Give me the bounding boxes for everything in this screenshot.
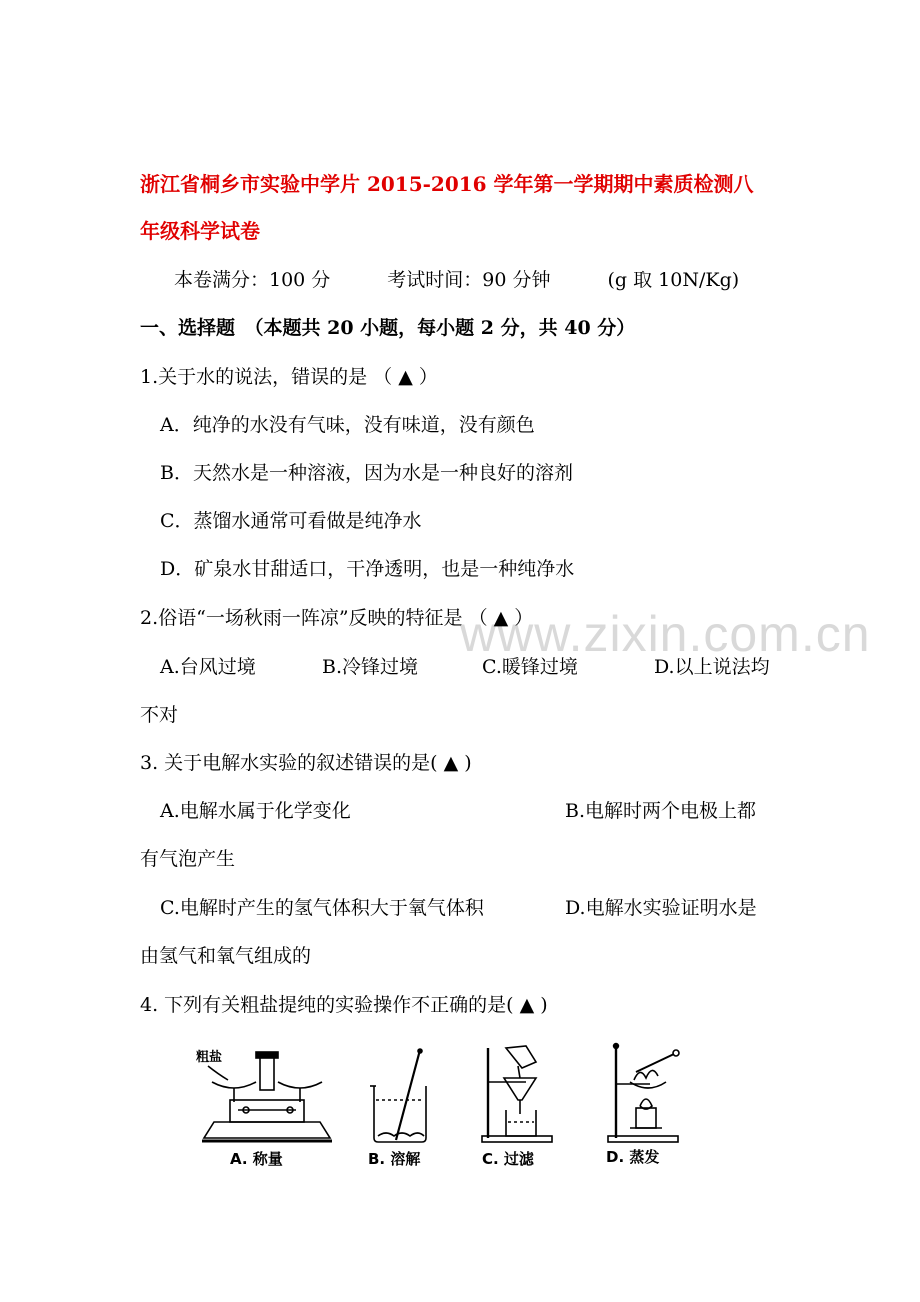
q4-figure	[190, 1042, 710, 1172]
q1-option-c: C．蒸馏水通常可看做是纯净水	[160, 510, 422, 532]
q3-option-b: B.电解时两个电极上都	[565, 800, 757, 822]
exam-title-line2: 年级科学试卷	[140, 219, 260, 243]
q2-option-b: B.冷锋过境	[322, 656, 419, 678]
exam-title-line1: 浙江省桐乡市实验中学片 2015-2016 学年第一学期期中素质检测八	[140, 172, 754, 196]
figure-label-d: D. 蒸发	[606, 1148, 660, 1166]
balance-scale-drawing	[202, 1052, 332, 1141]
q3-option-d: D.电解水实验证明水是	[565, 897, 757, 919]
q1-option-a: A．纯净的水没有气味，没有味道，没有颜色	[160, 414, 535, 436]
q1-option-b: B．天然水是一种溶液，因为水是一种良好的溶剂	[160, 462, 573, 484]
evaporation-drawing	[608, 1044, 679, 1142]
q3-option-d-continued: 由氢气和氧气组成的	[140, 945, 312, 967]
q1-option-d: D．矿泉水甘甜适口，干净透明，也是一种纯净水	[160, 558, 575, 580]
q3-stem: 3. 关于电解水实验的叙述错误的是( ▲ )	[140, 752, 472, 774]
figure-label-a: A. 称量	[230, 1150, 283, 1168]
q1-stem: 1.关于水的说法，错误的是 （ ▲ ）	[140, 366, 438, 388]
figure-label-b: B. 溶解	[368, 1150, 421, 1168]
figure-label-c: C. 过滤	[482, 1150, 534, 1168]
filtration-drawing	[482, 1046, 552, 1142]
beaker-dissolving-drawing	[370, 1049, 426, 1142]
q2-option-d: D.以上说法均	[654, 656, 770, 678]
q3-option-a: A.电解水属于化学变化	[160, 800, 351, 822]
q4-stem: 4. 下列有关粗盐提纯的实验操作不正确的是( ▲ )	[140, 994, 548, 1016]
watermark: www.zixin.com.cn	[460, 606, 871, 662]
coarse-salt-annotation: 粗盐	[196, 1050, 223, 1065]
q2-option-c: C.暖锋过境	[482, 656, 578, 678]
q2-option-d-continued: 不对	[140, 704, 179, 726]
q2-stem: 2.俗语“一场秋雨一阵凉”反映的特征是 （ ▲ ）	[140, 607, 534, 629]
q4-apparatus-drawings	[190, 1042, 710, 1152]
q3-option-c: C.电解时产生的氢气体积大于氧气体积	[160, 897, 484, 919]
section-heading: 一、选择题 （本题共 20 小题，每小题 2 分，共 40 分）	[140, 317, 636, 339]
exam-meta: 本卷满分：100 分 考试时间：90 分钟 (g 取 10N/Kg)	[174, 269, 740, 291]
q3-option-b-continued: 有气泡产生	[140, 848, 236, 870]
q2-option-a: A.台风过境	[160, 656, 256, 678]
